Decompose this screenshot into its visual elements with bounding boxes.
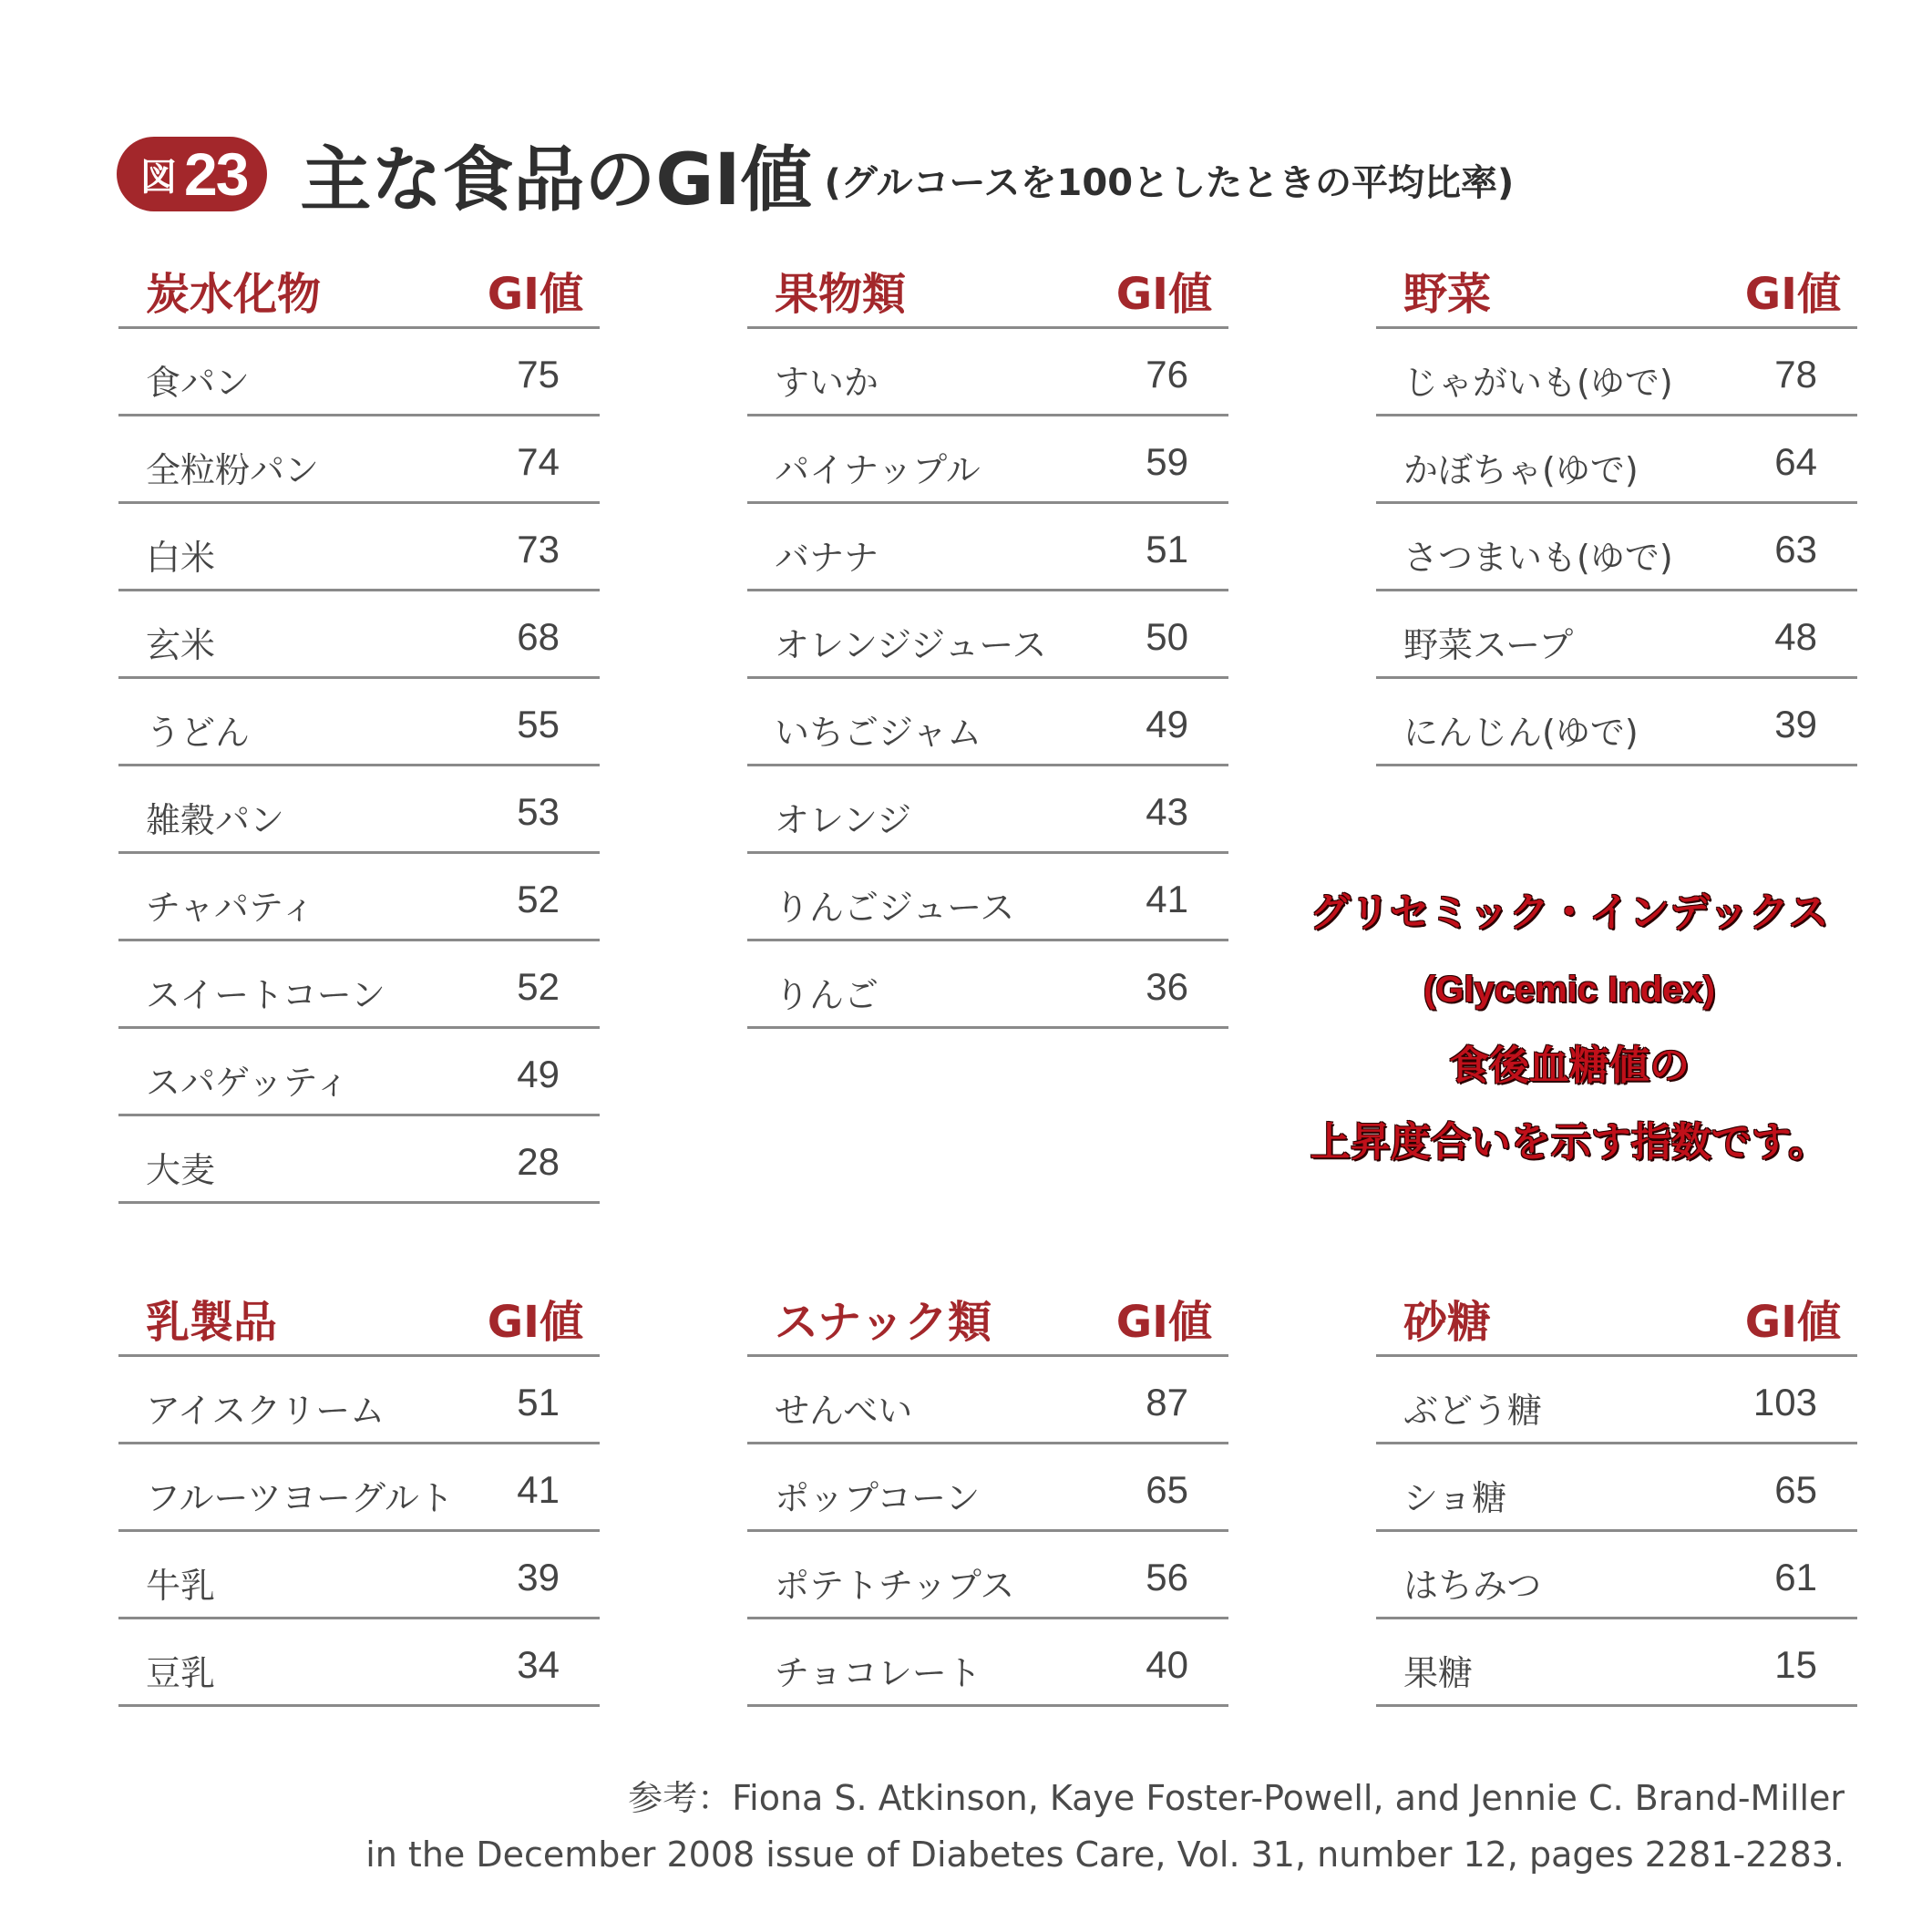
gi-value: 76 — [1146, 353, 1188, 396]
table-carbohydrates — [118, 246, 600, 1204]
table-header — [747, 246, 1228, 329]
table-row — [747, 766, 1228, 854]
gi-value: 50 — [1146, 615, 1188, 658]
food-name: いちごジャム — [775, 713, 982, 753]
note-line: (Glycemic Index) — [1423, 970, 1716, 1010]
table-row — [118, 329, 600, 416]
gi-value: 68 — [517, 615, 560, 658]
gi-value: 51 — [1146, 528, 1188, 570]
food-name: 食パン — [146, 363, 251, 403]
table-header — [1376, 1274, 1857, 1357]
gi-value: 61 — [1774, 1556, 1817, 1598]
table-row — [118, 679, 600, 766]
gi-value: 34 — [517, 1643, 560, 1686]
figure-prefix: 図 — [140, 156, 177, 199]
table-row — [747, 679, 1228, 766]
table-sugars — [1376, 1274, 1857, 1707]
category-label: 果物類 — [775, 269, 907, 320]
gi-value: 103 — [1752, 1381, 1817, 1423]
gi-value: 75 — [517, 353, 560, 396]
category-label: スナック類 — [775, 1297, 992, 1348]
note-line: 食後血糖値の — [1449, 1043, 1690, 1089]
note-line: 上昇度合いを示す指数です。 — [1310, 1119, 1829, 1166]
table-row — [118, 854, 600, 941]
food-name: さつまいも(ゆで) — [1403, 538, 1673, 578]
food-name: 全粒粉パン — [146, 450, 320, 490]
note-line: グリセミック・インデックス — [1310, 889, 1829, 936]
gi-value: 52 — [517, 878, 560, 920]
table-row — [118, 416, 600, 504]
food-name: 雑穀パン — [146, 800, 285, 840]
glycemic-index-note — [1287, 875, 1852, 1181]
food-name: かぼちゃ(ゆで) — [1403, 450, 1639, 490]
page-subtitle: (グルコースを100としたときの平均比率) — [824, 161, 1515, 204]
table-row — [118, 1532, 600, 1619]
figure-badge — [117, 137, 267, 211]
gi-value: 15 — [1774, 1643, 1817, 1686]
gi-value: 78 — [1774, 353, 1817, 396]
table-dairy — [118, 1274, 600, 1707]
table-fruits — [747, 246, 1228, 1029]
gi-value: 65 — [1146, 1468, 1188, 1511]
food-name: ショ糖 — [1403, 1478, 1507, 1518]
table-row — [118, 504, 600, 591]
food-name: 玄米 — [146, 625, 216, 665]
category-label: 野菜 — [1403, 269, 1492, 320]
gi-value: 55 — [517, 703, 560, 745]
table-row — [747, 1532, 1228, 1619]
food-name: オレンジジュース — [775, 625, 1047, 665]
food-name: アイスクリーム — [146, 1391, 385, 1431]
table-header — [1376, 246, 1857, 329]
table-row — [118, 766, 600, 854]
food-name: 果糖 — [1403, 1653, 1474, 1693]
food-name: チャパティ — [146, 888, 315, 928]
table-row — [118, 1116, 600, 1204]
table-row — [747, 591, 1228, 679]
food-name: りんごジュース — [775, 888, 1015, 928]
food-name: 野菜スープ — [1403, 625, 1574, 665]
food-name: 牛乳 — [146, 1566, 216, 1606]
table-row — [747, 1357, 1228, 1444]
food-name: 大麦 — [146, 1150, 216, 1190]
table-row — [118, 941, 600, 1029]
table-row — [1376, 1357, 1857, 1444]
food-name: じゃがいも(ゆで) — [1403, 363, 1673, 403]
category-label: 乳製品 — [146, 1297, 278, 1348]
table-row — [1376, 1532, 1857, 1619]
table-row — [747, 504, 1228, 591]
gi-value: 41 — [1146, 878, 1188, 920]
category-label: 炭水化物 — [146, 269, 322, 320]
gi-value: 53 — [517, 790, 560, 833]
table-row — [1376, 1619, 1857, 1707]
table-vegetables — [1376, 246, 1857, 766]
gi-value: 40 — [1146, 1643, 1188, 1686]
gi-value: 49 — [1146, 703, 1188, 745]
table-row — [747, 329, 1228, 416]
food-name: ポップコーン — [775, 1478, 981, 1518]
category-label: 砂糖 — [1403, 1297, 1492, 1348]
reference-line: 参考：Fiona S. Atkinson, Kaye Foster-Powell, and Jennie C. Brand-Miller — [628, 1778, 1845, 1818]
table-row — [118, 1357, 600, 1444]
reference-citation — [365, 1770, 1845, 1883]
table-row — [747, 1444, 1228, 1532]
reference-line: in the December 2008 issue of Diabetes Care, Vol. 31, number 12, pages 2281-2283. — [365, 1834, 1845, 1875]
food-name: ぶどう糖 — [1403, 1391, 1543, 1431]
food-name: にんじん(ゆで) — [1403, 713, 1639, 753]
gi-value: 28 — [517, 1140, 560, 1183]
table-header — [747, 1274, 1228, 1357]
food-name: 白米 — [146, 538, 216, 578]
table-row — [1376, 329, 1857, 416]
table-row — [118, 1029, 600, 1116]
gi-value: 39 — [1774, 703, 1817, 745]
food-name: はちみつ — [1403, 1566, 1542, 1606]
page-title: 主な食品のGI値 — [300, 139, 812, 221]
table-row — [1376, 1444, 1857, 1532]
gi-value: 63 — [1774, 528, 1817, 570]
food-name: りんご — [775, 975, 879, 1015]
gi-value: 51 — [517, 1381, 560, 1423]
gi-value: 56 — [1146, 1556, 1188, 1598]
table-row — [747, 1619, 1228, 1707]
table-row — [747, 941, 1228, 1029]
food-name: スパゲッティ — [146, 1063, 350, 1103]
table-row — [747, 854, 1228, 941]
gi-value: 87 — [1146, 1381, 1188, 1423]
food-name: うどん — [146, 713, 251, 753]
gi-value: 73 — [517, 528, 560, 570]
table-row — [1376, 504, 1857, 591]
table-row — [1376, 591, 1857, 679]
table-row — [118, 591, 600, 679]
figure-header — [117, 123, 1514, 225]
food-name: チョコレート — [775, 1653, 981, 1693]
gi-column-label: GI値 — [487, 269, 583, 320]
gi-value: 64 — [1774, 440, 1817, 483]
food-name: 豆乳 — [146, 1653, 216, 1693]
gi-value: 43 — [1146, 790, 1188, 833]
table-row — [118, 1619, 600, 1707]
gi-value: 39 — [517, 1556, 560, 1598]
food-name: スイートコーン — [146, 975, 385, 1015]
table-row — [118, 1444, 600, 1532]
table-header — [118, 1274, 600, 1357]
food-name: ポテトチップス — [775, 1566, 1015, 1606]
gi-value: 41 — [517, 1468, 560, 1511]
gi-column-label: GI値 — [1744, 269, 1841, 320]
gi-value: 36 — [1146, 965, 1188, 1008]
food-name: バナナ — [775, 538, 879, 578]
gi-column-label: GI値 — [1115, 269, 1212, 320]
table-header — [118, 246, 600, 329]
gi-value: 59 — [1146, 440, 1188, 483]
food-name: フルーツヨーグルト — [146, 1478, 454, 1518]
food-name: オレンジ — [775, 800, 912, 840]
gi-value: 49 — [517, 1053, 560, 1095]
table-row — [1376, 416, 1857, 504]
figure-number: 23 — [184, 140, 248, 208]
gi-value: 74 — [517, 440, 560, 483]
table-row — [747, 416, 1228, 504]
table-snacks — [747, 1274, 1228, 1707]
gi-column-label: GI値 — [1115, 1297, 1212, 1348]
gi-value: 65 — [1774, 1468, 1817, 1511]
gi-column-label: GI値 — [487, 1297, 583, 1348]
gi-value: 52 — [517, 965, 560, 1008]
gi-value: 48 — [1774, 615, 1817, 658]
food-name: すいか — [775, 363, 879, 403]
food-name: パイナップル — [775, 450, 981, 490]
gi-column-label: GI値 — [1744, 1297, 1841, 1348]
table-row — [1376, 679, 1857, 766]
food-name: せんべい — [775, 1391, 913, 1431]
